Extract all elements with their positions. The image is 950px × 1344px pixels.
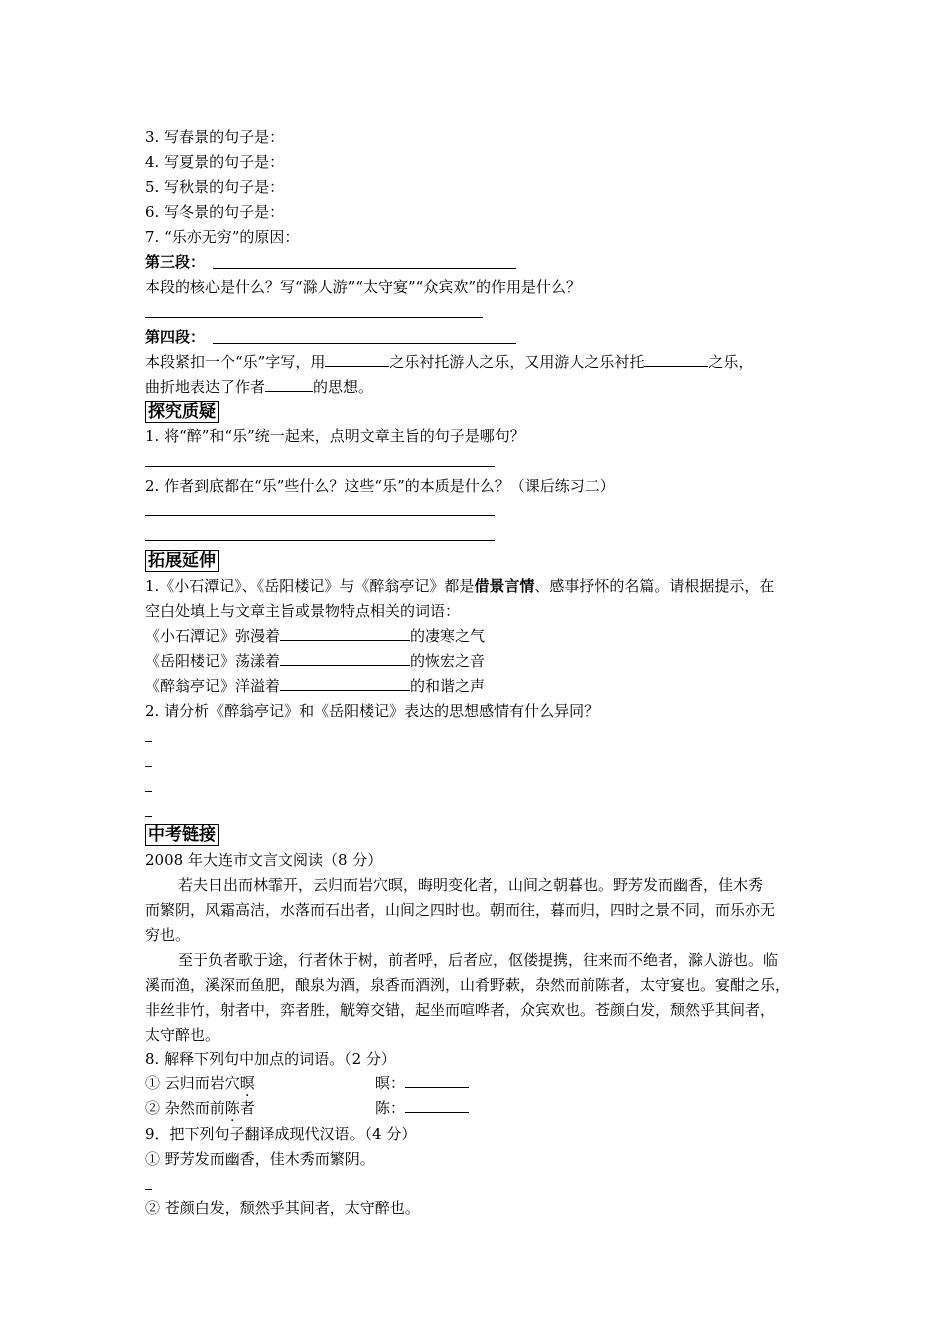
paragraph-4-question xyxy=(145,352,753,372)
question-8-answer-2 xyxy=(375,1098,469,1118)
section-explore xyxy=(145,401,219,423)
text-part: 之乐衬托游人之乐，又用游人之乐衬托 xyxy=(389,353,645,371)
explore-question-2: 2. 作者到底都在“乐”些什么？这些“乐”的本质是什么？（课后练习二） xyxy=(145,477,615,495)
text-part: 、感事抒怀的名篇。请根据提示，在 xyxy=(534,577,775,595)
passage-line: 非丝非竹，射者中，弈者胜，觥筹交错，起坐而喧哗者，众宾欢也。苍颜白发，颓然乎其间者， xyxy=(145,1001,776,1019)
dotted-word: 陈 xyxy=(224,1099,240,1117)
question-8-answer-1 xyxy=(375,1073,469,1093)
extend-question-1-cont: 空白处填上与文章主旨或景物特点相关的词语： xyxy=(145,602,461,620)
question-9-item-1: ① 野芳发而幽香，佳木秀而繁阴。 xyxy=(145,1150,375,1168)
text-part: 本段紧扣一个“乐”字写，用 xyxy=(145,353,326,371)
section-extend xyxy=(145,550,219,572)
question-8-item-1 xyxy=(145,1073,255,1093)
paragraph-4-heading: 第四段： xyxy=(145,328,206,346)
text-part: 的恢宏之音 xyxy=(410,652,486,670)
text-part: 暝： xyxy=(375,1074,406,1092)
passage-line: 太守醉也。 xyxy=(145,1026,221,1044)
answer-line xyxy=(145,540,495,541)
section-title: 拓展延伸 xyxy=(145,550,219,572)
fill-blank xyxy=(325,352,389,367)
fill-blank xyxy=(280,676,410,691)
text-part: 陈： xyxy=(375,1099,406,1117)
passage-line: 溪而渔，溪深而鱼肥，酿泉为酒，泉香而酒洌，山肴野蔌，杂然而前陈者，太守宴也。宴酣之乐， xyxy=(145,976,791,994)
extend-question-1 xyxy=(145,576,774,596)
text-part: 《醉翁亭记》洋溢着 xyxy=(145,677,281,695)
question-7: 7. “乐亦无穷”的原因： xyxy=(145,228,300,246)
text-part: 1.《小石潭记》、《岳阳楼记》与《醉翁亭记》都是 xyxy=(145,577,475,595)
passage-line: 穷也。 xyxy=(145,926,191,944)
text-part: ② 杂然而前 xyxy=(145,1099,225,1117)
fill-blank xyxy=(280,651,410,666)
answer-line xyxy=(145,816,152,817)
passage-line: 而繁阴，风霜高洁，水落而石出者，山间之四时也。朝而往，暮而归，四时之景不同，而乐亦无 xyxy=(145,901,776,919)
question-9: 9．把下列句子翻译成现代汉语。（4 分） xyxy=(145,1125,417,1143)
emphasis-text: 借景言情 xyxy=(474,577,535,595)
section-title: 探究质疑 xyxy=(145,401,219,423)
answer-line xyxy=(145,741,152,742)
question-6: 6. 写冬景的句子是： xyxy=(145,203,285,221)
extend-row-1 xyxy=(145,626,485,646)
question-8-item-2 xyxy=(145,1098,255,1118)
fill-blank xyxy=(265,377,313,392)
text-part: ① 云归而岩穴 xyxy=(145,1074,240,1092)
answer-line xyxy=(145,515,495,516)
extend-row-3 xyxy=(145,676,485,696)
question-3: 3. 写春景的句子是： xyxy=(145,128,285,146)
passage-line: 至于负者歌于途，行者休于树，前者呼，后者应，伛偻提携，往来而不绝者，滁人游也。临 xyxy=(178,951,779,969)
paragraph-4-question-cont xyxy=(145,377,373,397)
question-4: 4. 写夏景的句子是： xyxy=(145,153,285,171)
answer-line xyxy=(213,268,516,269)
text-part: 的思想。 xyxy=(313,378,374,396)
text-part: 《岳阳楼记》荡漾着 xyxy=(145,652,281,670)
answer-line xyxy=(145,766,152,767)
exam-source: 2008 年大连市文言文阅读（8 分） xyxy=(145,851,383,869)
text-part: 的凄寒之气 xyxy=(410,627,486,645)
answer-line xyxy=(145,791,152,792)
section-exam xyxy=(145,824,219,846)
question-9-item-2: ② 苍颜白发，颓然乎其间者，太守醉也。 xyxy=(145,1199,420,1217)
text-part: 曲折地表达了作者 xyxy=(145,378,266,396)
fill-blank xyxy=(405,1098,469,1113)
fill-blank xyxy=(405,1073,469,1088)
extend-question-2: 2. 请分析《醉翁亭记》和《岳阳楼记》表达的思想感情有什么异同？ xyxy=(145,702,600,720)
fill-blank xyxy=(644,352,708,367)
answer-line xyxy=(145,317,483,318)
paragraph-3-question: 本段的核心是什么？写“滁人游”“太守宴”“众宾欢”的作用是什么？ xyxy=(145,278,582,296)
dotted-word: 暝 xyxy=(239,1074,255,1092)
section-title: 中考链接 xyxy=(145,824,219,846)
text-part: 《小石潭记》弥漫着 xyxy=(145,627,281,645)
question-8: 8. 解释下列句中加点的词语。（2 分） xyxy=(145,1050,396,1068)
answer-line xyxy=(145,466,495,467)
question-5: 5. 写秋景的句子是： xyxy=(145,178,285,196)
passage-line: 若夫日出而林霏开，云归而岩穴暝，晦明变化者，山间之朝暮也。野芳发而幽香，佳木秀 xyxy=(178,876,764,894)
extend-row-2 xyxy=(145,651,485,671)
paragraph-3-heading: 第三段： xyxy=(145,253,206,271)
fill-blank xyxy=(280,626,410,641)
text-part: 者 xyxy=(239,1099,255,1117)
answer-line xyxy=(213,343,516,344)
explore-question-1: 1. 将“醉”和“乐”统一起来，点明文章主旨的句子是哪句？ xyxy=(145,427,525,445)
answer-line xyxy=(145,1189,152,1190)
text-part: 之乐， xyxy=(708,353,754,371)
text-part: 的和谐之声 xyxy=(410,677,486,695)
